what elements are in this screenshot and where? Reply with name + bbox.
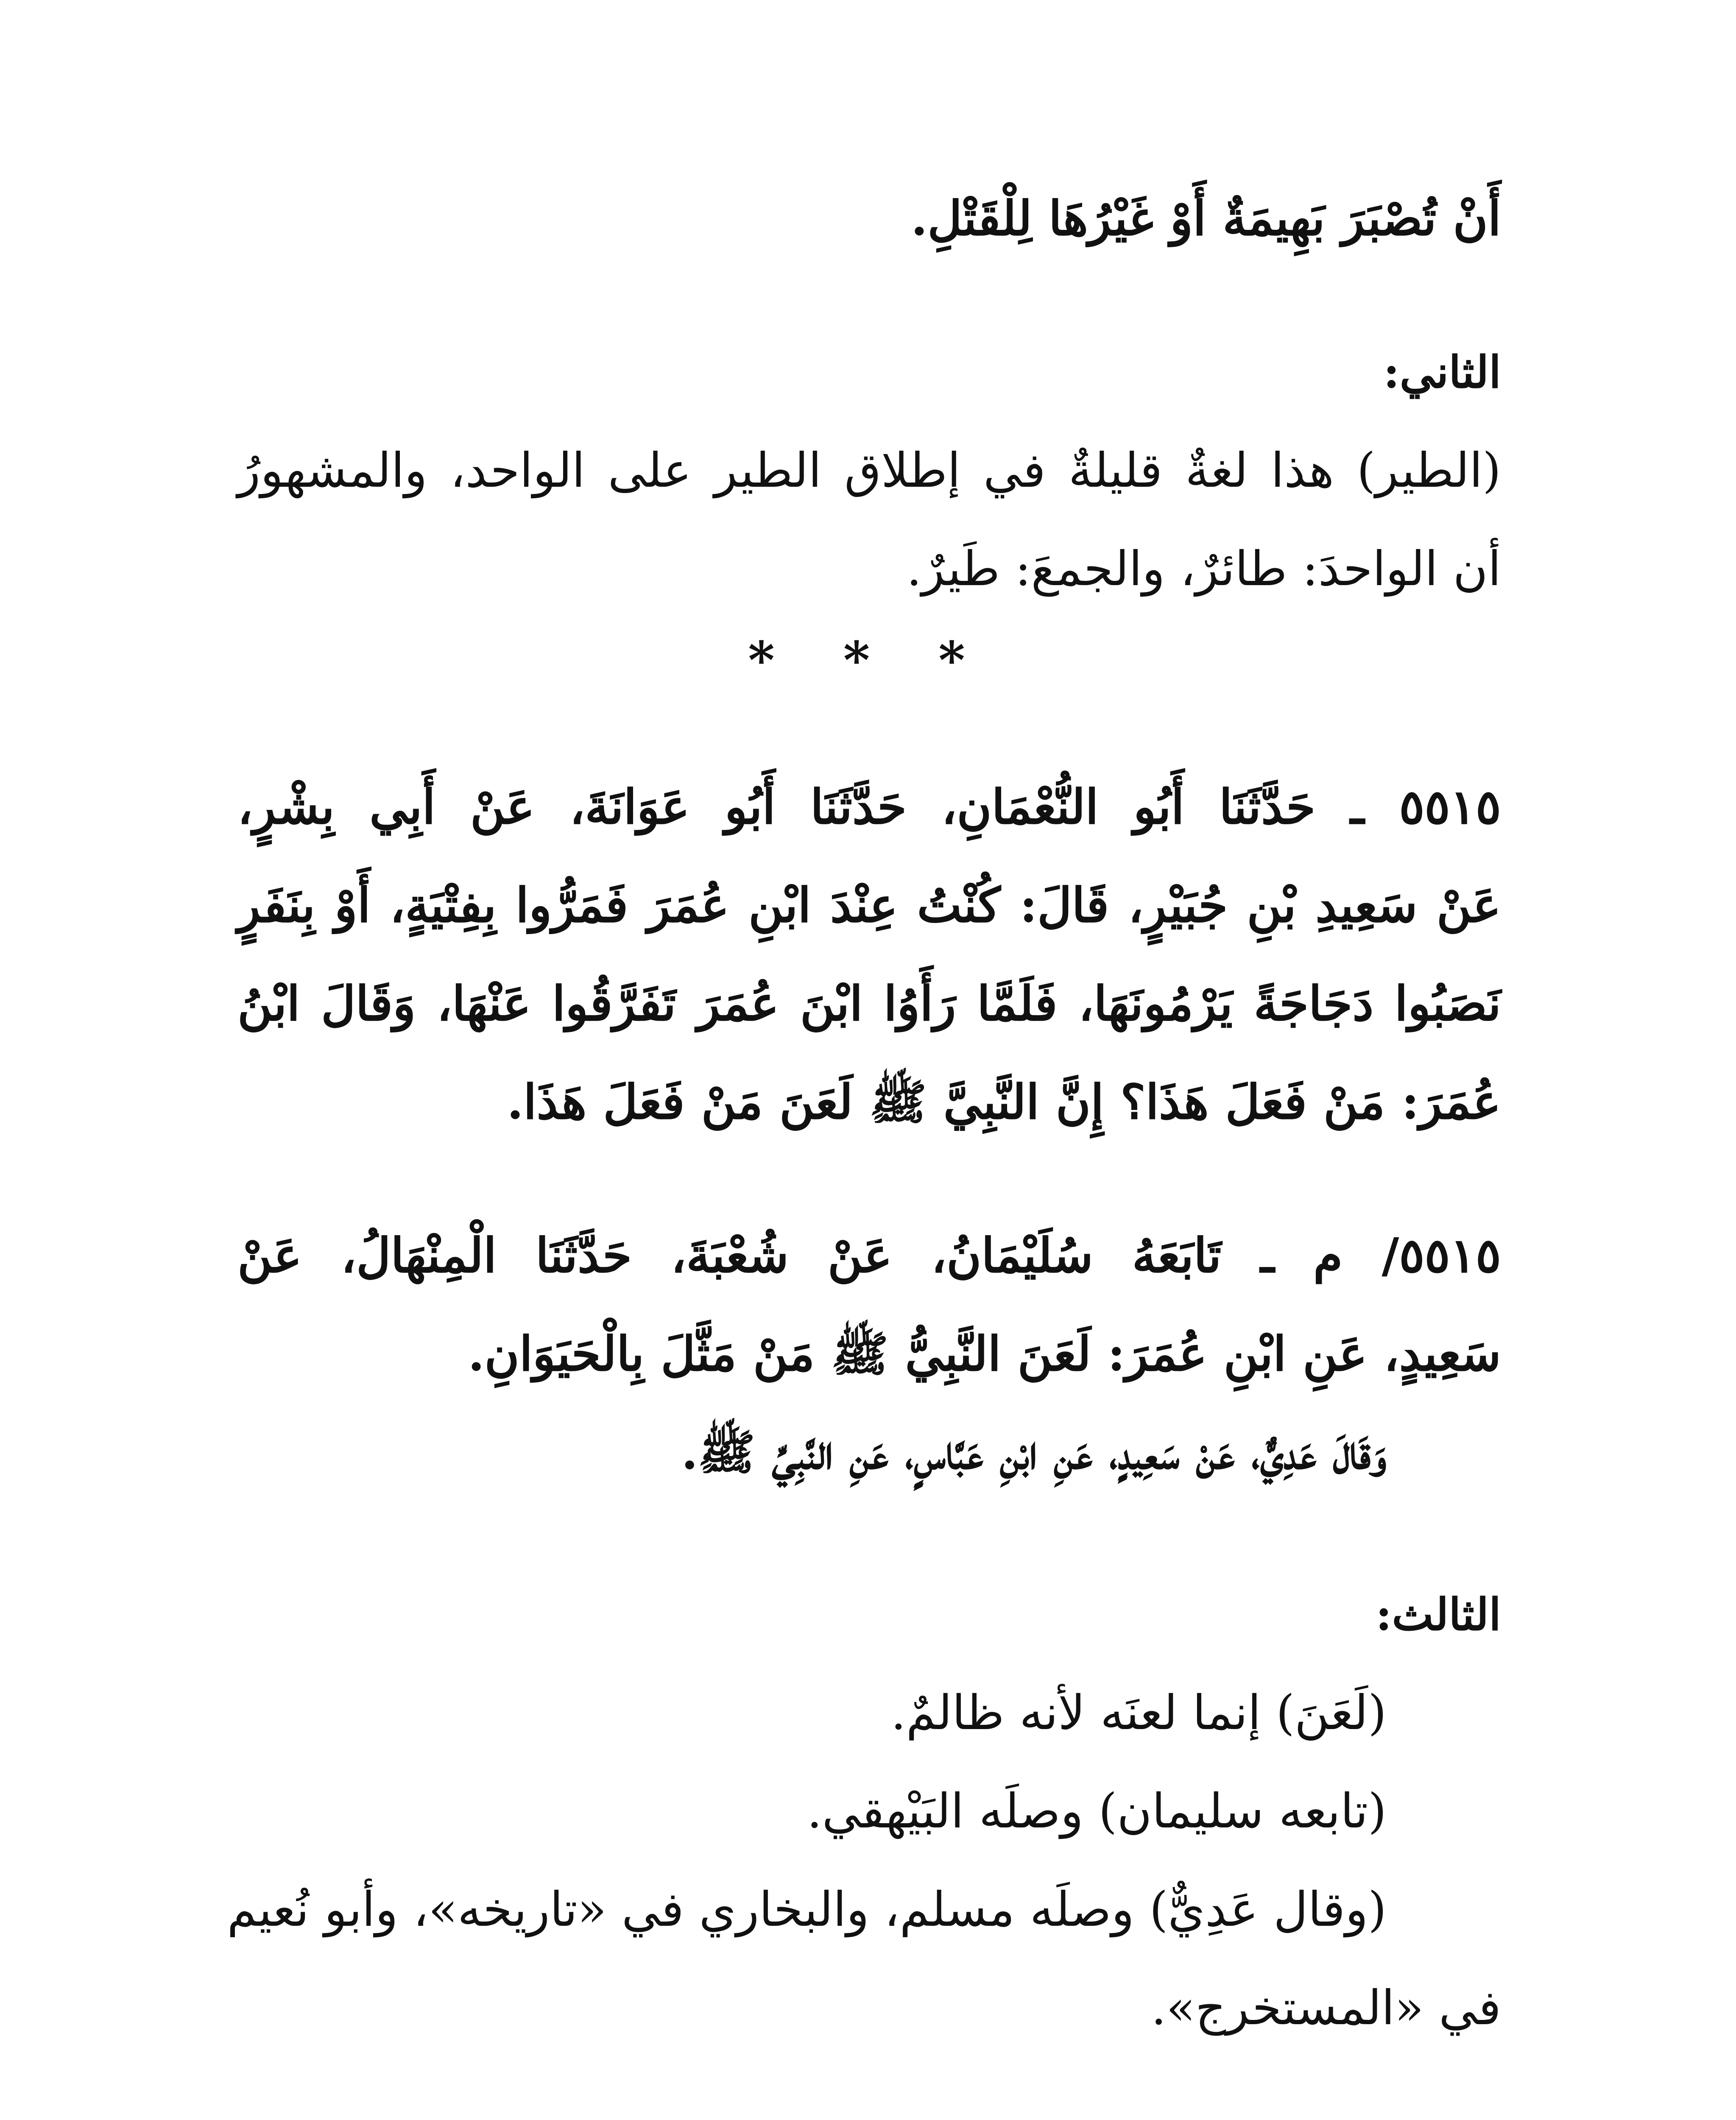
section-divider-stars: * * * (748, 630, 991, 690)
hadith-5515m-line-2: سَعِيدٍ، عَنِ ابْنِ عُمَرَ: لَعَنَ النَّبِيُّ ﷺ مَنْ مَثَّلَ بِالْحَيَوَانِ. (468, 1326, 1501, 1382)
section-heading-third: الثالث: (1376, 1588, 1501, 1640)
hadith-5515m-line-1: ٥٥١٥/ م ـ تَابَعَهُ سُلَيْمَانُ، عَنْ شُعْبَةَ، حَدَّثَنَا الْمِنْهَالُ، عَنْ (237, 1228, 1501, 1283)
hadith-5515-line-4: عُمَرَ: مَنْ فَعَلَ هَذَا؟ إِنَّ النَّبِيَّ ﷺ لَعَنَ مَنْ فَعَلَ هَذَا. (507, 1074, 1501, 1130)
spacer (237, 703, 1501, 758)
spacer (237, 1502, 1501, 1565)
commentary-line-1: أَنْ تُصْبَرَ بَهِيمَةٌ أَوْ غَيْرُهَا لِلْقَتْلِ. (911, 191, 1501, 246)
section-heading-second: الثاني: (1383, 346, 1501, 398)
hadith-5515-line-3: نَصَبُوا دَجَاجَةً يَرْمُونَهَا، فَلَمَّا رَأَوُا ابْنَ عُمَرَ تَفَرَّقُوا عَنْهَا، وَقَالَ ابْنُ (237, 976, 1501, 1032)
spacer (237, 2057, 1501, 2112)
page-body (227, 170, 1501, 2120)
commentary-line-7: في «المستخرج». (1151, 1981, 1501, 2036)
spacer (237, 268, 1501, 323)
hadith-5515-line-1: ٥٥١٥ ـ حَدَّثَنَا أَبُو النُّعْمَانِ، حَدَّثَنَا أَبُو عَوَانَةَ، عَنْ أَبِي بِشْرٍ، (237, 779, 1501, 835)
commentary-line-4: (لَعَنَ) إنما لعنَه لأنه ظالمٌ. (891, 1685, 1387, 1741)
spacer (237, 1152, 1501, 1207)
hadith-5515m-line-3: وَقَالَ عَدِيٌّ، عَنْ سَعِيدٍ، عَنِ ابْنِ عَبَّاسٍ، عَنِ النَّبِيِّ ﷺ. (681, 1425, 1387, 1480)
commentary-line-2: (الطير) هذا لغةٌ قليلةٌ في إطلاق الطير على الواحد، والمشهورُ (237, 443, 1501, 498)
commentary-line-5: (تابعه سليمان) وصلَه البَيْهقي. (807, 1784, 1387, 1839)
commentary-line-3: أن الواحدَ: طائرٌ، والجمعَ: طَيرٌ. (906, 541, 1501, 597)
hadith-5515-line-2: عَنْ سَعِيدِ بْنِ جُبَيْرٍ، قَالَ: كُنْتُ عِنْدَ ابْنِ عُمَرَ فَمَرُّوا بِفِتْيَةٍ، أَوْ بِنَفَرٍ (237, 878, 1501, 933)
section-divider-stars (237, 2112, 1501, 2120)
commentary-line-6: (وقال عَدِيٌّ) وصلَه مسلم، والبخاري في «تاريخه»، وأبو نُعيم (227, 1882, 1387, 1937)
